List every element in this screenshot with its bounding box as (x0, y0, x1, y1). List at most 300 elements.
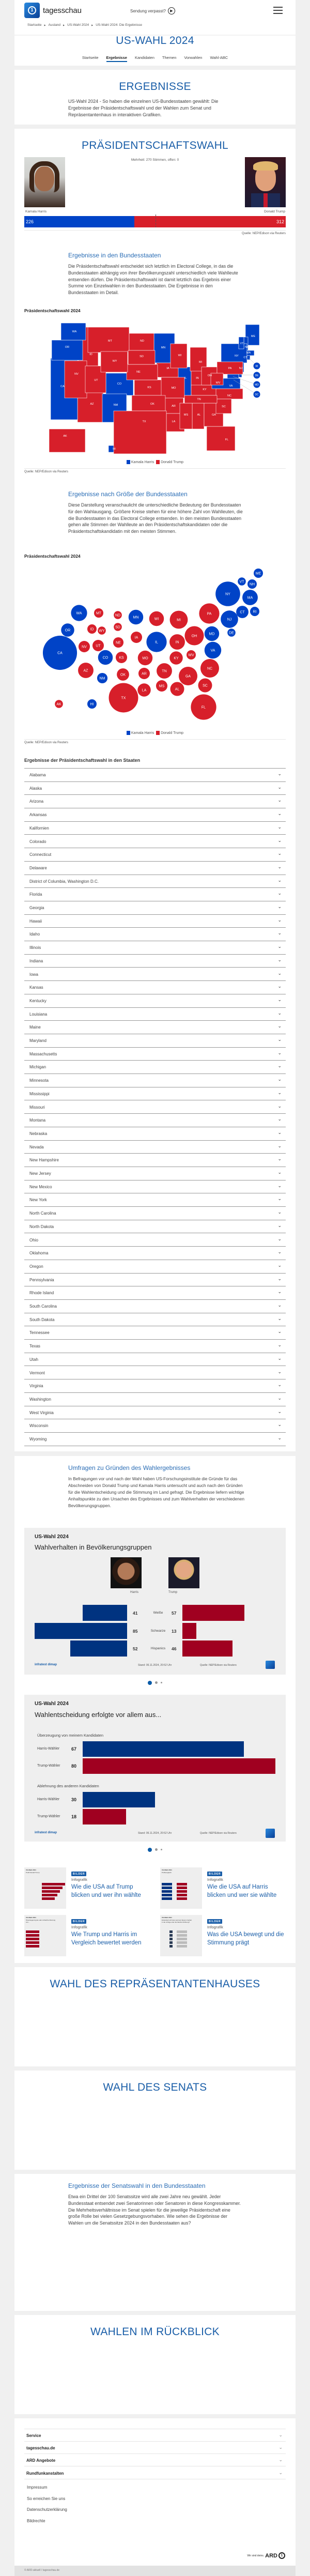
divider (24, 230, 286, 231)
state-name: Arkansas (29, 812, 47, 818)
state-label: MT (108, 340, 112, 343)
chevron-down-icon: ⌄ (277, 970, 282, 976)
state-label: PA (228, 367, 232, 370)
state-label: FL (201, 706, 206, 710)
chevron-down-icon: ⌄ (277, 944, 282, 949)
harris-name: Kamala Harris (25, 210, 47, 213)
breadcrumb-item[interactable]: Startseite (27, 23, 42, 27)
thumbnail-bar (177, 1887, 187, 1889)
chevron-down-icon: ⌄ (277, 1435, 282, 1440)
state-shape-ak[interactable] (49, 429, 85, 452)
bar (83, 1741, 244, 1757)
thumbnail-bar (26, 1930, 39, 1933)
chart-kicker: US-Wahl 2024 (35, 1701, 69, 1707)
logo[interactable] (24, 3, 82, 18)
chevron-down-icon: ⌄ (277, 1209, 282, 1215)
state-accordion-item[interactable] (24, 769, 286, 782)
state-label: NM (99, 677, 105, 681)
footer-accordion-1[interactable] (24, 2442, 286, 2454)
thumbnail-title: Profilvergleich (162, 1872, 172, 1874)
teaser-card[interactable] (160, 1867, 284, 1910)
state-name: Oregon (29, 1264, 43, 1269)
state-label: NV (74, 373, 79, 376)
thumbnail-bar (177, 1897, 187, 1900)
state-label: AK (56, 702, 61, 707)
chevron-down-icon: ⌄ (277, 917, 282, 923)
tab-ergebnisse[interactable]: Ergebnisse (106, 55, 127, 62)
state-accordion-item[interactable] (24, 1220, 286, 1234)
footer-section-label: ARD Angebote (26, 2458, 56, 2463)
chevron-down-icon: ⌄ (277, 1342, 282, 1348)
chevron-down-icon: ⌄ (277, 824, 282, 830)
harris-votes: 226 (26, 219, 34, 224)
state-name: Wisconsin (29, 1423, 49, 1429)
state-label: UT (96, 644, 101, 648)
footer-section-label: tagesschau.de (26, 2446, 55, 2451)
state-shape-or[interactable] (52, 340, 83, 360)
chevron-down-icon: ⌄ (277, 784, 282, 790)
state-accordion-item[interactable] (24, 1247, 286, 1260)
state-name: North Dakota (29, 1224, 54, 1229)
harris-photo (24, 157, 65, 207)
page-title: US-WAHL 2024 (116, 35, 194, 47)
teaser-title[interactable]: Wie Trump und Harris im Vergleich bewertet werden (71, 1931, 142, 1946)
breadcrumb-current: US-Wahl 2024: Die Ergebnisse (96, 23, 142, 27)
chevron-down-icon: ⌄ (277, 1249, 282, 1255)
intro-text: US-Wahl 2024 - So haben die einzelnen US-Bundesstaaten gewählt: Die Ergebnisse der Präsidentschaftswahl und der Wahlen zum Senat und Repräsentantenhaus in interaktiven Grafiken. (68, 99, 219, 117)
state-accordion-item[interactable] (24, 1353, 286, 1367)
thumbnail-bar (162, 1890, 172, 1893)
state-name: West Virginia (29, 1410, 54, 1415)
infratest-logo: infratest dimap (35, 1831, 57, 1834)
divider (24, 468, 286, 469)
bar-harris (70, 1640, 127, 1657)
teaser-card[interactable] (24, 1915, 148, 1957)
state-label: KS (147, 386, 151, 389)
chart-stand: Stand: 06.11.2024, 20:52 Uhr (138, 1664, 172, 1667)
state-name: Georgia (29, 906, 44, 910)
thumbnail-bar (169, 1941, 173, 1944)
state-label: NH (245, 346, 249, 349)
chevron-down-icon: ⌄ (277, 1050, 282, 1055)
chevron-down-icon: ⌄ (277, 1010, 282, 1016)
carousel-dots-2[interactable] (0, 1845, 310, 1854)
teaser-thumbnail (160, 1867, 202, 1909)
state-name: Montana (29, 1118, 46, 1123)
state-label: IN (175, 640, 179, 645)
chevron-down-icon: ⌄ (277, 1329, 282, 1335)
state-label: MA (246, 351, 251, 355)
state-label: TN (162, 669, 167, 673)
chevron-down-icon: ⌄ (277, 957, 282, 962)
state-accordion-item[interactable] (24, 1127, 286, 1141)
state-name: Kansas (29, 985, 43, 990)
state-accordion-item[interactable] (24, 1141, 286, 1154)
state-label: NC (207, 667, 213, 671)
state-accordion-item[interactable] (24, 1154, 286, 1167)
state-shape-nv[interactable] (65, 361, 87, 398)
state-accordion-item[interactable] (24, 981, 286, 994)
divider (24, 739, 286, 740)
carousel-dot[interactable] (155, 1848, 158, 1851)
teaser-badge: BILDER (207, 1919, 222, 1924)
majority-text: Mehrheit: 270 Stimmen, offen: 0 (131, 158, 179, 162)
teaser-badge: BILDER (71, 1919, 86, 1924)
carousel-dot[interactable] (155, 1681, 158, 1684)
state-accordion-item[interactable] (24, 1167, 286, 1180)
footer-accordion-3[interactable] (24, 2467, 286, 2479)
teaser-badge: BILDER (71, 1872, 86, 1876)
state-label: NE (136, 371, 141, 374)
state-accordion-item[interactable] (24, 888, 286, 901)
state-label: WV (188, 653, 194, 657)
breadcrumb-item[interactable]: US-Wahl 2024 (67, 23, 89, 27)
state-label: IL (184, 377, 187, 380)
state-label: HI (90, 702, 94, 707)
state-label: TX (121, 696, 126, 700)
state-label: AL (175, 687, 180, 692)
state-label: CA (57, 651, 63, 655)
thumbnail-kicker: US-Wahl 2024 (162, 1916, 172, 1919)
tab-wahl-abc[interactable]: Wahl-ABC (210, 55, 228, 60)
series-label-trump: Trump (168, 1591, 178, 1594)
state-name: Vermont (29, 1370, 45, 1375)
state-label: WA (72, 330, 77, 333)
state-accordion-item[interactable] (24, 1313, 286, 1327)
state-name: South Carolina (29, 1304, 57, 1309)
state-name: Pennsylvania (29, 1277, 54, 1282)
thumbnail-bar (42, 1883, 65, 1885)
state-name: Washington (29, 1397, 51, 1402)
bar-harris (35, 1623, 127, 1639)
chevron-down-icon: ⌄ (278, 2457, 283, 2463)
teaser-kicker: Infografik (207, 1925, 223, 1929)
state-accordion-item[interactable] (24, 782, 286, 795)
state-accordion-item[interactable] (24, 1114, 286, 1127)
state-label: MO (171, 387, 176, 390)
hamburger-icon (273, 7, 283, 14)
review-title: WAHLEN IM RÜCKBLICK (90, 2326, 220, 2338)
state-label: DC (255, 393, 259, 396)
chevron-down-icon: ⌄ (277, 851, 282, 856)
state-label: NJ (227, 618, 232, 622)
state-label: PA (207, 612, 212, 616)
footer-link[interactable]: Bildrechte (27, 2518, 45, 2523)
state-shape-ne[interactable] (127, 364, 158, 380)
thumbnail-title: Profil Donald Trump (26, 1872, 40, 1874)
bar-trump (182, 1623, 196, 1639)
trump-portrait (168, 1557, 199, 1588)
value-trump: 46 (172, 1646, 177, 1651)
menu-button[interactable] (273, 7, 283, 14)
chevron-down-icon: ⌄ (277, 1382, 282, 1388)
state-label: VT (239, 580, 244, 584)
state-name: Missouri (29, 1105, 45, 1110)
state-label: MN (161, 346, 166, 349)
legend-swatch-harris (127, 731, 130, 735)
state-label: NJ (239, 367, 243, 370)
state-name: Mississippi (29, 1091, 50, 1096)
thumbnail-bar (177, 1894, 187, 1896)
state-accordion-item[interactable] (24, 1393, 286, 1406)
state-accordion-item[interactable] (24, 1300, 286, 1313)
bar-trump (182, 1640, 233, 1657)
state-accordion-item[interactable] (24, 1379, 286, 1393)
state-accordion-item[interactable] (24, 1286, 286, 1300)
state-label: WI (178, 354, 182, 357)
state-accordion-item[interactable] (24, 822, 286, 835)
state-name: Nevada (29, 1144, 44, 1149)
state-accordion-item[interactable] (24, 795, 286, 808)
state-label: WI (154, 617, 159, 621)
state-name: Alaska (29, 786, 42, 791)
chart-source: Quelle: NEP/Edison via Reuters (200, 1664, 237, 1667)
state-label: GA (185, 674, 191, 679)
chevron-down-icon: ⌄ (277, 1103, 282, 1109)
state-label: WY (99, 629, 105, 633)
footer-accordion-2[interactable] (24, 2454, 286, 2466)
chart-source: Quelle: NEP/Edison via Reuters (200, 1832, 237, 1835)
breadcrumb (27, 23, 142, 27)
state-label: MA (247, 596, 253, 600)
chevron-down-icon: ⌄ (277, 1090, 282, 1095)
breadcrumb-separator-icon: ▶ (63, 24, 65, 26)
state-name: Nebraska (29, 1131, 48, 1136)
state-accordion-item[interactable] (24, 1433, 286, 1446)
state-label: WV (215, 381, 221, 385)
state-label: OR (65, 628, 71, 633)
chart-title: Wahlentscheidung erfolgte vor allem aus... (35, 1711, 162, 1719)
chevron-down-icon: ⌄ (277, 1183, 282, 1188)
state-accordion-item[interactable] (24, 915, 286, 928)
tab-themen[interactable]: Themen (162, 55, 177, 60)
ard-logo-text: ARD (265, 2552, 277, 2559)
state-name: Ohio (29, 1237, 38, 1243)
state-accordion-item[interactable] (24, 1048, 286, 1061)
state-name: Iowa (29, 972, 38, 977)
state-accordion-item[interactable] (24, 1326, 286, 1340)
chevron-down-icon: ⌄ (277, 1262, 282, 1268)
state-accordion-item[interactable] (24, 1234, 286, 1247)
teaser-card[interactable] (160, 1915, 284, 1957)
state-accordion-item[interactable] (24, 1340, 286, 1353)
teaser-badge: BILDER (207, 1872, 222, 1876)
polls-heading: Umfragen zu Gründen des Wahlergebnisses (68, 1464, 191, 1471)
state-name: Hawaii (29, 918, 42, 924)
state-accordion-item[interactable] (24, 1419, 286, 1433)
tagesschau-small-logo-icon (266, 1661, 275, 1669)
bar (83, 1792, 155, 1807)
state-shape-fl[interactable] (207, 426, 235, 451)
state-label: WA (76, 611, 82, 616)
state-label: RI (255, 365, 258, 368)
value-harris: 41 (133, 1611, 138, 1616)
chevron-down-icon: ⌄ (277, 984, 282, 989)
thumbnail-bar (162, 1894, 172, 1896)
state-label: ME (251, 335, 256, 338)
footer-section-label: Rundfunkanstalten (26, 2471, 64, 2476)
state-label: KY (174, 656, 179, 661)
chevron-down-icon: ⌄ (278, 2445, 283, 2450)
map-title: Präsidentschaftswahl 2024 (24, 308, 81, 313)
state-accordion-item[interactable] (24, 1074, 286, 1087)
state-accordion-item[interactable] (24, 875, 286, 888)
source: Quelle: NEP/Edison via Reuters (24, 470, 69, 473)
tagesschau-logo-icon: 1 (24, 3, 40, 18)
teaser-title[interactable]: Wie die USA auf Harris blicken und wer sie wählte (207, 1884, 277, 1898)
state-label: MT (96, 611, 102, 616)
tab-vorwahlen[interactable]: Vorwahlen (184, 55, 203, 60)
state-label: MI (198, 361, 203, 364)
carousel-dot[interactable] (161, 1682, 162, 1683)
value-harris: 52 (133, 1646, 138, 1651)
state-name: Idaho (29, 932, 40, 937)
footer-link[interactable]: Datenschutzerklärung (27, 2507, 67, 2512)
logo-text: tagesschau (43, 6, 82, 15)
state-shape-tx[interactable] (114, 411, 166, 454)
thumbnail-bar (26, 1941, 39, 1944)
state-name: Arizona (29, 799, 44, 804)
chevron-down-icon: ⌄ (277, 1170, 282, 1175)
state-accordion-item[interactable] (24, 1274, 286, 1287)
chevron-down-icon: ⌄ (277, 996, 282, 1002)
president-title: PRÄSIDENTSCHAFTSWAHL (81, 140, 229, 151)
state-accordion-item[interactable] (24, 994, 286, 1008)
state-label: HI (113, 448, 116, 451)
state-label: MI (177, 618, 181, 622)
thumbnail-kicker: US-Wahl 2024 (162, 1869, 172, 1871)
state-shape-ok[interactable] (132, 395, 165, 411)
state-accordion-item[interactable] (24, 968, 286, 982)
state-label: MD (255, 384, 259, 387)
state-accordion-item[interactable] (24, 1061, 286, 1074)
chevron-down-icon: ⌄ (277, 930, 282, 936)
state-name: Wyoming (29, 1437, 47, 1442)
state-name: Colorado (29, 839, 47, 844)
chevron-down-icon: ⌄ (277, 1156, 282, 1162)
breadcrumb-item[interactable]: Ausland (48, 23, 61, 27)
state-label: AZ (83, 669, 88, 673)
thumbnail-kicker: US-Wahl 2024 (26, 1916, 36, 1919)
state-accordion-item[interactable] (24, 1087, 286, 1101)
tab-startseite[interactable]: Startseite (82, 55, 99, 60)
state-name: Texas (29, 1344, 40, 1349)
state-accordion-item[interactable] (24, 862, 286, 875)
footer-link[interactable]: Impressum (27, 2485, 48, 2490)
state-accordion-item[interactable] (24, 928, 286, 941)
state-label: TX (142, 420, 146, 423)
states-heading: Ergebnisse in den Bundesstaaten (68, 252, 161, 259)
carousel-dots-1[interactable] (0, 1678, 310, 1688)
state-label: ND (140, 340, 144, 343)
state-name: Minnesota (29, 1078, 49, 1083)
state-label: AZ (90, 403, 94, 406)
teaser-title[interactable]: Was die USA bewegt und die Stimmung prägt (207, 1931, 284, 1946)
value-trump: 57 (172, 1611, 177, 1616)
state-accordion-item[interactable] (24, 1207, 286, 1220)
state-label: MN (133, 616, 139, 620)
state-shape-nc[interactable] (216, 389, 243, 399)
thumbnail-bar (162, 1897, 172, 1900)
state-label: IA (134, 636, 138, 640)
state-accordion-item[interactable] (24, 848, 286, 862)
state-accordion-item[interactable] (24, 1260, 286, 1274)
chevron-down-icon: ⌄ (277, 1422, 282, 1428)
state-label: MS (159, 684, 165, 688)
poll-chart-2[interactable] (24, 1695, 286, 1842)
trump-photo (245, 157, 286, 207)
state-accordion-item[interactable] (24, 1021, 286, 1034)
chevron-down-icon: ⌄ (277, 1116, 282, 1122)
state-accordion-item[interactable] (24, 1034, 286, 1048)
state-name: Oklahoma (29, 1251, 49, 1256)
state-accordion-item[interactable] (24, 1180, 286, 1194)
chevron-down-icon: ⌄ (277, 1196, 282, 1202)
state-accordion-item[interactable] (24, 955, 286, 968)
chevron-down-icon: ⌄ (277, 811, 282, 817)
harris-portrait (111, 1557, 142, 1588)
chevron-down-icon: ⌄ (277, 904, 282, 909)
value-harris: 85 (133, 1628, 138, 1634)
group-label: Überzeugung von meinem Kandidaten (37, 1733, 104, 1738)
state-label: AK (63, 435, 67, 438)
state-accordion-item[interactable] (24, 835, 286, 849)
state-accordion-item[interactable] (24, 1008, 286, 1021)
harris-vote-segment (24, 216, 134, 227)
state-label: VA (229, 385, 233, 388)
state-accordion-item[interactable] (24, 808, 286, 822)
state-accordion-item[interactable] (24, 1101, 286, 1114)
teaser-title[interactable]: Wie die USA auf Trump blicken und wer ihn wählte (71, 1884, 141, 1898)
thumbnail-bar (177, 1930, 187, 1933)
thumbnail-bar (177, 1890, 187, 1893)
carousel-dot-active[interactable] (148, 1681, 152, 1685)
footer-accordion-0[interactable] (24, 2429, 286, 2442)
chevron-down-icon: ⌄ (277, 1023, 282, 1029)
senate-text: Etwa ein Drittel der 100 Senatssitze wird alle zwei Jahre neu gewählt. Jeder Bundesstaat entsendet zwei Senatorinnen oder Senatoren in diese Kongresskammer. Die Mehrheitsverhältnisse im Senat spielen für die jeweilige Präsidentschaft eine große Rolle bei vielen Gesetzgebungsvorhaben. Wie sehen die Ergebnisse der Wahlen um die Senatssitze 2024 in den Bundesstaaten aus? (68, 2194, 241, 2226)
state-label: NY (235, 355, 239, 358)
poll-chart-1[interactable] (24, 1528, 286, 1675)
state-name: New Mexico (29, 1184, 52, 1189)
thumbnail-bar (177, 1941, 187, 1944)
state-accordion-item[interactable] (24, 901, 286, 915)
state-accordion-item[interactable] (24, 1193, 286, 1207)
thumbnail-bar (177, 1934, 187, 1937)
state-name: Utah (29, 1357, 38, 1362)
state-label: OK (120, 673, 126, 677)
ard-logo[interactable] (247, 2552, 285, 2559)
thumbnail-bar (42, 1890, 60, 1893)
sendung-verpasst-link[interactable] (130, 7, 175, 14)
carousel-dot-active[interactable] (148, 1848, 152, 1852)
teaser-card[interactable] (24, 1867, 148, 1910)
state-accordion-item[interactable] (24, 941, 286, 955)
teaser-kicker: Infografik (207, 1877, 223, 1882)
state-label: OR (65, 346, 70, 349)
state-accordion-item[interactable] (24, 1406, 286, 1420)
tab-kandidaten[interactable]: Kandidaten (134, 55, 154, 60)
state-accordion-item[interactable] (24, 1367, 286, 1380)
row-value: 80 (71, 1764, 77, 1769)
carousel-dot[interactable] (161, 1849, 162, 1850)
thumbnail-bar (162, 1887, 172, 1889)
state-name: Louisiana (29, 1011, 48, 1017)
chevron-down-icon: ⌄ (277, 1129, 282, 1135)
footer-link[interactable]: So erreichen Sie uns (27, 2496, 66, 2501)
chevron-down-icon: ⌄ (277, 798, 282, 803)
state-name: Maryland (29, 1038, 47, 1043)
row-label: Harris-Wähler (37, 1747, 60, 1751)
